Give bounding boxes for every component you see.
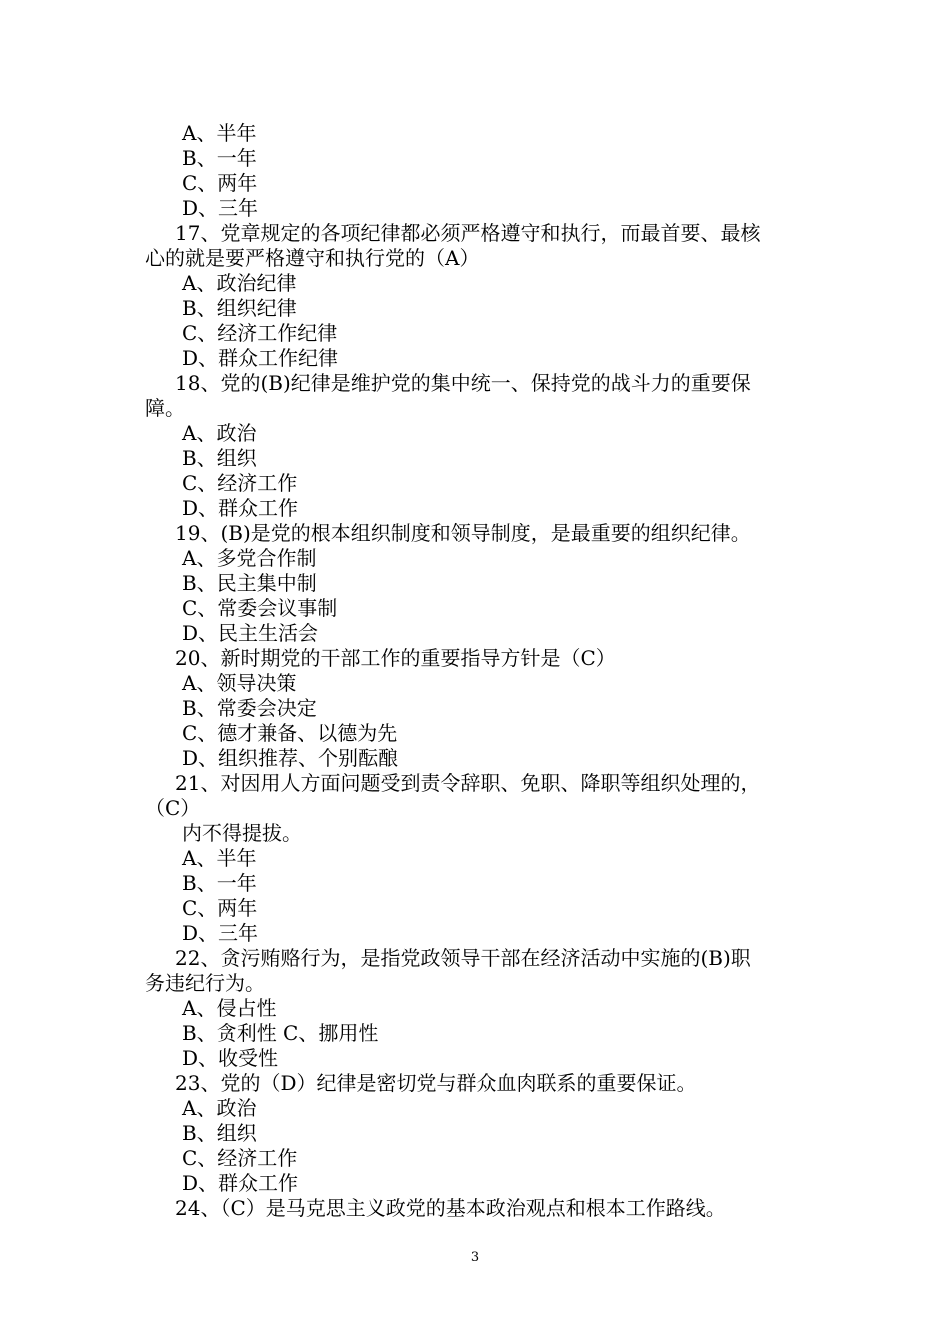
answer-option: D、三年 bbox=[182, 921, 259, 945]
answer-option: C、经济工作 bbox=[182, 471, 298, 495]
text-line: （C） bbox=[145, 796, 201, 820]
answer-option: B、组织 bbox=[182, 446, 257, 470]
question-text: 23、党的（D）纪律是密切党与群众血肉联系的重要保证。 bbox=[175, 1071, 697, 1095]
text-line: 障。 bbox=[145, 396, 185, 420]
answer-option: B、民主集中制 bbox=[182, 571, 317, 595]
answer-option: A、政治纪律 bbox=[182, 271, 297, 295]
answer-option: A、政治 bbox=[182, 1096, 257, 1120]
text-line: 心的就是要严格遵守和执行党的（A） bbox=[145, 246, 480, 270]
answer-option: D、收受性 bbox=[182, 1046, 279, 1070]
answer-option: D、组织推荐、个别酝酿 bbox=[182, 746, 399, 770]
question-text: 18、党的(B)纪律是维护党的集中统一、保持党的战斗力的重要保 bbox=[175, 371, 751, 395]
answer-option: C、经济工作纪律 bbox=[182, 321, 338, 345]
answer-option: C、两年 bbox=[182, 896, 258, 920]
answer-option: C、常委会议事制 bbox=[182, 596, 338, 620]
question-text: 21、对因用人方面问题受到责令辞职、免职、降职等组织处理的， bbox=[175, 771, 761, 795]
answer-option: B、组织 bbox=[182, 1121, 257, 1145]
answer-option: D、民主生活会 bbox=[182, 621, 319, 645]
answer-option: B、常委会决定 bbox=[182, 696, 317, 720]
question-text: 20、新时期党的干部工作的重要指导方针是（C） bbox=[175, 646, 616, 670]
text-line: 务违纪行为。 bbox=[145, 971, 265, 995]
answer-option: D、群众工作纪律 bbox=[182, 346, 339, 370]
answer-option: C、德才兼备、以德为先 bbox=[182, 721, 398, 745]
answer-option: C、两年 bbox=[182, 171, 258, 195]
answer-option: A、半年 bbox=[182, 846, 257, 870]
answer-option: B、贪利性 C、挪用性 bbox=[182, 1021, 379, 1045]
answer-option: D、三年 bbox=[182, 196, 259, 220]
answer-option: D、群众工作 bbox=[182, 1171, 299, 1195]
question-text: 24、（C）是马克思主义政党的基本政治观点和根本工作路线。 bbox=[175, 1196, 726, 1220]
question-text: 22、贪污贿赂行为，是指党政领导干部在经济活动中实施的(B)职 bbox=[175, 946, 751, 970]
answer-option: B、一年 bbox=[182, 146, 257, 170]
text-line: 内不得提拔。 bbox=[182, 821, 302, 845]
page-number: 3 bbox=[470, 1250, 480, 1265]
answer-option: A、半年 bbox=[182, 121, 257, 145]
answer-option: C、经济工作 bbox=[182, 1146, 298, 1170]
answer-option: A、多党合作制 bbox=[182, 546, 317, 570]
answer-option: A、领导决策 bbox=[182, 671, 297, 695]
answer-option: B、组织纪律 bbox=[182, 296, 297, 320]
answer-option: D、群众工作 bbox=[182, 496, 299, 520]
answer-option: B、一年 bbox=[182, 871, 257, 895]
document-body bbox=[145, 121, 810, 1221]
answer-option: A、政治 bbox=[182, 421, 257, 445]
question-text: 19、(B)是党的根本组织制度和领导制度，是最重要的组织纪律。 bbox=[175, 521, 751, 545]
answer-option: A、侵占性 bbox=[182, 996, 277, 1020]
question-text: 17、党章规定的各项纪律都必须严格遵守和执行，而最首要、最核 bbox=[175, 221, 761, 245]
